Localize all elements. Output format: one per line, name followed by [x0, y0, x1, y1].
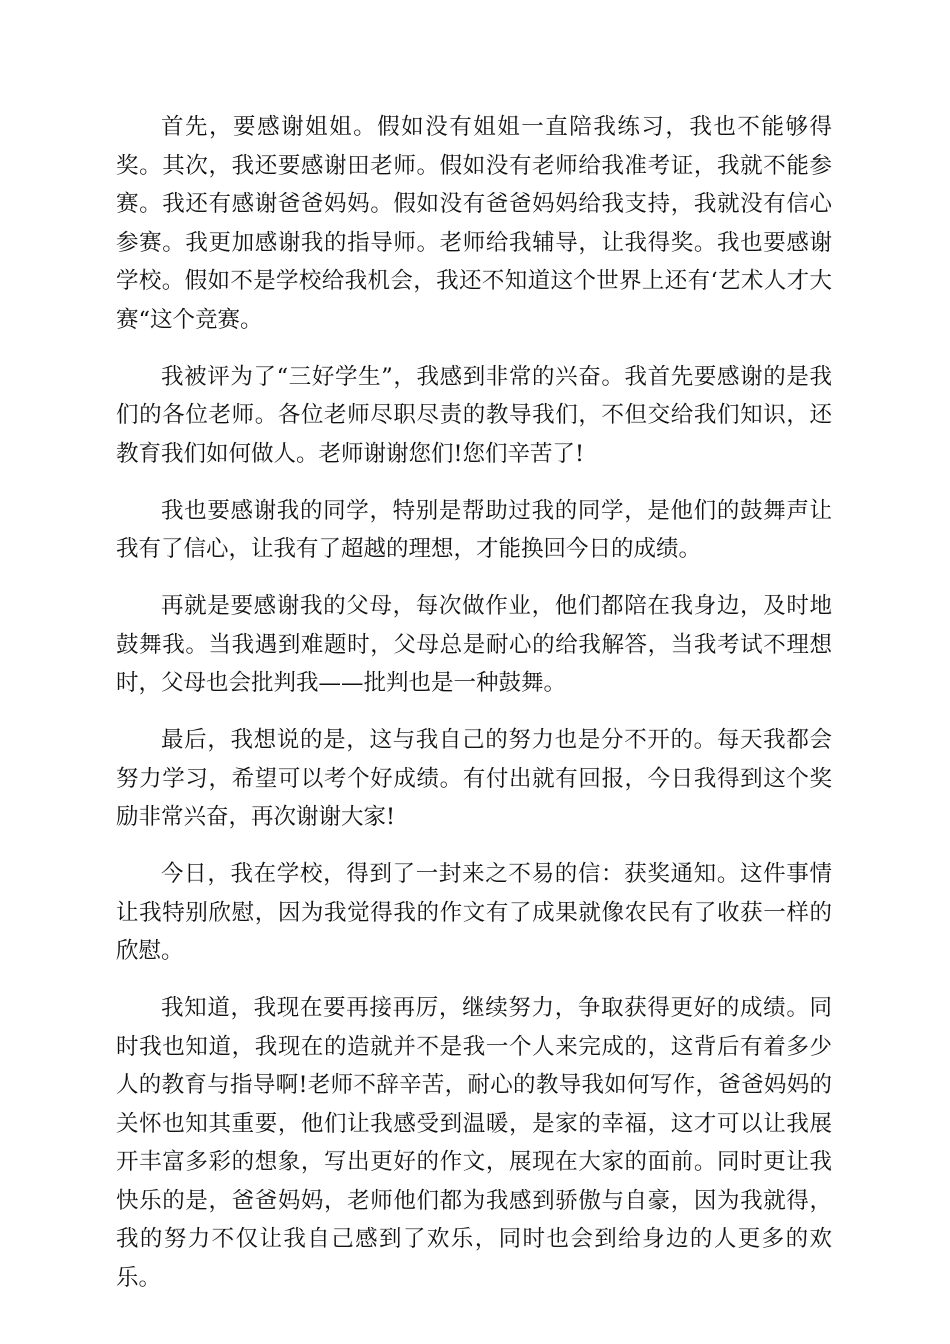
paragraph-thanks-classmates: 我也要感谢我的同学，特别是帮助过我的同学，是他们的鼓舞声让我有了信心，让我有了超越的理想，才能换回今日的成绩。 [116, 497, 832, 562]
paragraph-thanks-parents: 再就是要感谢我的父母，每次做作业，他们都陪在我身边，及时地鼓舞我。当我遇到难题时，父母总是耐心的给我解答，当我考试不理想时，父母也会批判我——批判也是一种鼓舞。 [116, 593, 832, 696]
document-page [116, 108, 832, 1316]
paragraph-thanks-family-teachers: 首先，要感谢姐姐。假如没有姐姐一直陪我练习，我也不能够得奖。其次，我还要感谢田老师。假如没有老师给我准考证，我就不能参赛。我还有感谢爸爸妈妈。假如没有爸爸妈妈给我支持，我就没有信心参赛。我更加感谢我的指导师。老师给我辅导，让我得奖。我也要感谢学校。假如不是学校给我机会，我还不知道这个世界上还有‘艺术人才大赛“这个竞赛。 [116, 114, 832, 333]
paragraph-award-notice: 今日，我在学校，得到了一封来之不易的信：获奖通知。这件事情让我特别欣慰，因为我觉得我的作文有了成果就像农民有了收获一样的欣慰。 [116, 861, 832, 964]
paragraph-three-good-student: 我被评为了“三好学生”，我感到非常的兴奋。我首先要感谢的是我们的各位老师。各位老师尽职尽责的教导我们，不但交给我们知识，还教育我们如何做人。老师谢谢您们!您们辛苦了! [116, 363, 832, 467]
paragraph-keep-working: 我知道，我现在要再接再厉，继续努力，争取获得更好的成绩。同时我也知道，我现在的造就并不是我一个人来完成的，这背后有着多少人的教育与指导啊!老师不辞辛苦，耐心的教导我如何写作，爸爸妈妈的关怀也知其重要，他们让我感受到温暖，是家的幸福，这才可以让我展开丰富多彩的想象，写出更好的作文，展现在大家的面前。同时更让我快乐的是，爸爸妈妈，老师他们都为我感到骄傲与自豪，因为我就得，我的努力不仅让我自己感到了欢乐，同时也会到给身边的人更多的欢乐。 [116, 995, 832, 1291]
paragraph-own-effort: 最后，我想说的是，这与我自己的努力也是分不开的。每天我都会努力学习，希望可以考个好成绩。有付出就有回报，今日我得到这个奖励非常兴奋，再次谢谢大家! [116, 727, 832, 830]
